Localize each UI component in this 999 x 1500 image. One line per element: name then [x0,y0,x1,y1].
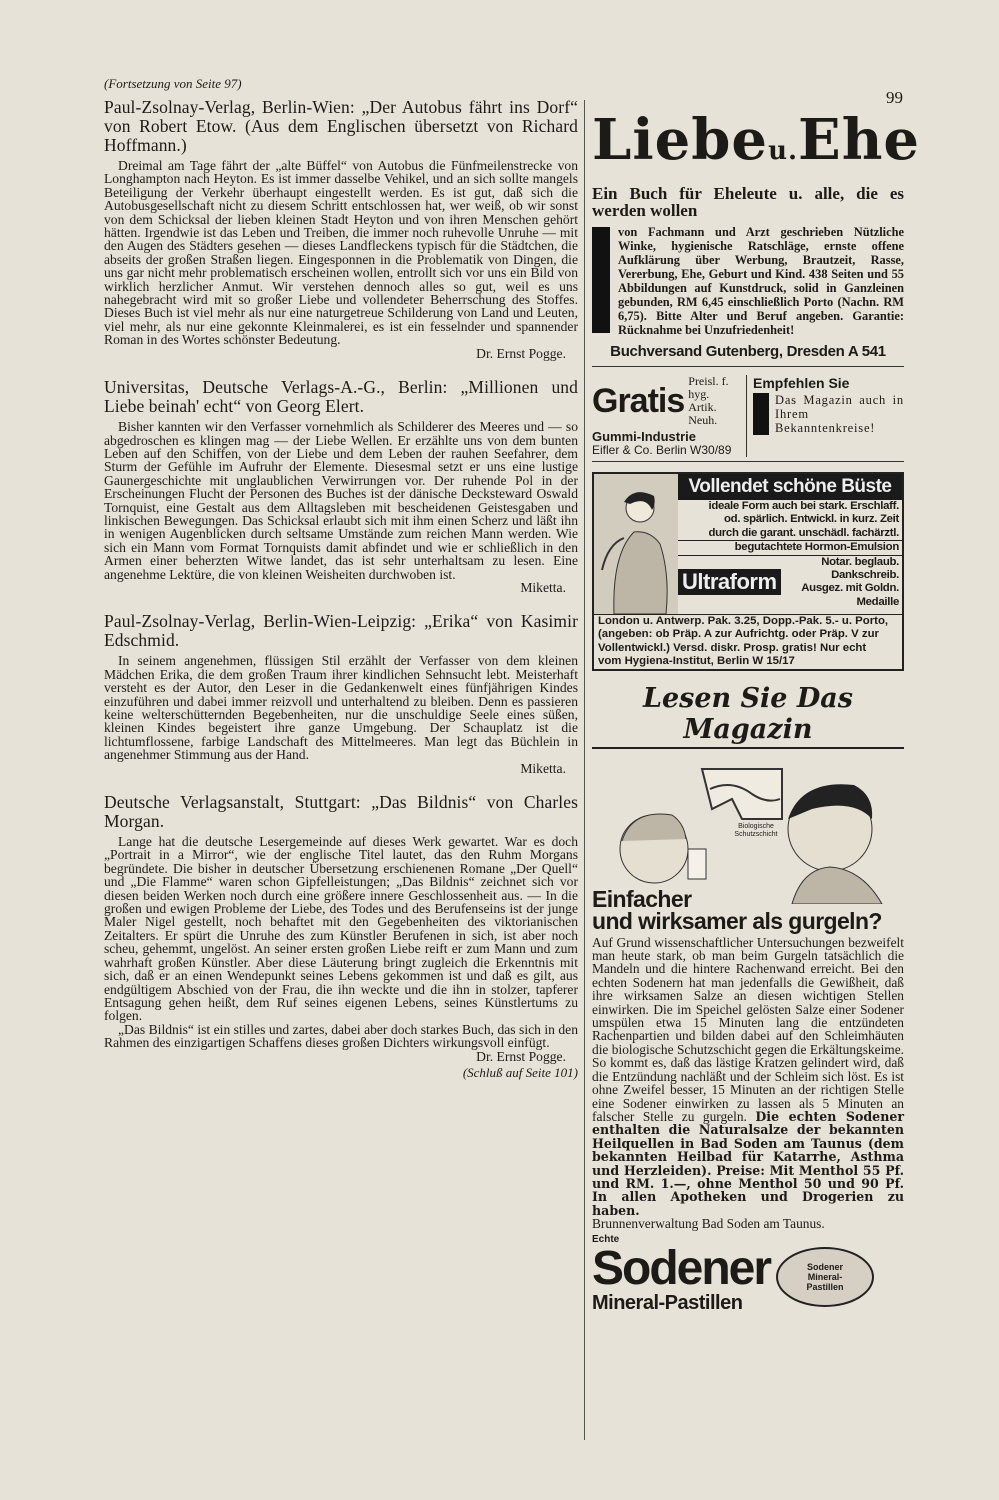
review-millionen [104,378,578,594]
diagram-label: Biologische Schutzschicht [734,822,778,838]
review-text: Lange hat die deutsche Lesergemeinde auf dieses Werk gewartet. War es doch „Portrait in a Mirror“, wie der englische Titel lautet, das den Ruhm Morgans begründete. Die bisher in deutscher Übersetzung erschienenen Romane „Der Quell“ und „Die Flamme“ waren schon Gipfelleistungen; „Das Bildnis“ zeichnet sich vor diesen beiden Werken noch durch eine größere innere Geschlossenheit aus. — In die großen und ewigen Probleme der Liebe, des Todes und des Berufenseins ist der junge Maler Nigel gestellt, noch behaftet mit den Gegebenheiten des viktorianischen Zeitalters. Er spürt die Unruhe des zum Künstler Berufenen in sich, ist aber noch scheu, gehemmt, ungelöst. An seiner ersten großen Liebe reift er zum Mann und zum wahrhaft großen Künstler. Aber diese Läuterung bringt zugleich die Erkenntnis mit sich, daß er an einen Wendepunkt seines Lebens gekommen ist und daß es gilt, aus endgültigem Abschied von der Frau, die ihn weckte und die ihn in stolzer, tapferer Entsagung gehen heißt, dem Ruf seines eigenen Lebens, seines Künstlertums zu folgen. [104,834,578,1024]
black-bar [592,227,610,333]
ad-body: Auf Grund wissenschaftlicher Untersuchungen bezweifelt man heute stark, ob man beim Gurgeln tatsächlich die Mandeln und die hintere Rachenwand erreicht. Bei den echten Sodenern hat man jedenfalls die Gewißheit, daß ihre wirksamen Salze an diesen wichtigen Stellen einwirken. Die im Speichel gelösten Salze einer Sodener umspülen etwa 15 Minuten lang die entzündeten Rachenpartien und bilden dabei auf den Schleimhäuten die biologische Schutzschicht gegen die Erkältungskeime. So kommt es, daß das lästige Kratzen gelindert wird, daß die Entzündung nachläßt und der Schleim sich löst. Es ist ohne Zweifel besser, 15 Minuten an der richtigen Stelle eine Sodener einwirken zu lassen als 5 Minuten an falscher Stelle zu gurgeln. Die echten Sodener enthalten die Naturalsalze der bekannten Heilquellen in Bad Soden am Taunus (dem bekannten Heilbad für Katarrhe, Asthma und Herzleiden). Preise: Mit Menthol 55 Pf. und RM. 1.—, ohne Menthol 50 und 90 Pf. In allen Apotheken und Drogerien zu haben. [592,934,904,1218]
ad-slogan: Einfacher und wirksamer als gurgeln? [592,885,882,934]
review-autobus [104,98,578,360]
ad-footer: London u. Antwerp. Pak. 3.25, Dopp.-Pak. 5.- u. Porto, (angeben: ob Präp. A zur Aufrichtg. oder Präp. V zur Vollentwickl.) Versd. diskr. Prosp. gratis! Nur echt vom Hygiena-Institut, Berlin W 15/17 [594,614,902,671]
review-heading: Paul-Zsolnay-Verlag, Berlin-Wien: „Der Autobus fährt ins Dorf“ von Robert Etow. (Aus dem Englischen übersetzt von Richard Hoffmann.) [104,97,578,155]
ad-body: Das Magazin auch in Ihrem Bekanntenkreise! [775,393,904,435]
ad-footer: Buchversand Gutenberg, Dresden A 541 [610,343,886,360]
ad-gratis: Gratis Preisl. f. hyg. Artik. Neuh. Gummi-Industrie Eifler & Co. Berlin W30/89 [592,375,747,457]
review-bildnis [104,793,578,1063]
men-illustration [592,749,904,904]
ad-heading: Lesen Sie Das Magazin [592,683,904,749]
company-name: Gummi-Industrie [592,429,697,444]
review-heading: Paul-Zsolnay-Verlag, Berlin-Wien-Leipzig: „Erika“ von Kasimir Edschmid. [104,611,578,651]
ad-column [592,107,921,1314]
ultraform-logo: Ultraform [678,569,781,595]
ad-title: Liebeu.Ehe [592,107,921,173]
review-signature: Dr. Ernst Pogge. [476,1048,566,1064]
ad-liebe-und-ehe [592,107,921,367]
review-text: Bisher kannten wir den Verfasser vornehmlich als Schilderer des Meeres und — so abgedroschen es klingen mag — der Liebe Wellen. Er erzählte uns von dem bunten Leben auf den Schiffen, von der Liebe und dem Leben der rauhen Seefahrer, dem Sturm der Gefühle im Aufruhr der Elemente. Diesesmal setzt er uns eine lustige Gaunergeschichte mit unglaublichen Verwirrungen vor. Der ruhende Pol in der Erscheinungen Flucht der Personen des Buches ist der dänische Decksteward Oswald Tornquist, eine Gestalt aus dem Alltagsleben mit bescheidenen Geistesgaben und linkischen Bewegungen. Das Schicksal erlaubt sich mit ihm einen Scherz und läßt ihn in wenigen Augenblicken durch seltsame Umstände zum reichen Mann werden. Wie sich ein Mann vom Format Tornquists damit abfindet und wie er schließlich in den Armen einer beherzten Witwe landet, das ist sehr unterhaltsam zu lesen. Eine angenehme Lektüre, die von kleinen Weisheiten durchwoben ist. [104,419,578,582]
column-divider [584,100,585,1440]
ad-subtitle: Ein Buch für Eheleute u. alle, die es werden wollen [592,184,904,220]
review-heading: Deutsche Verlagsanstalt, Stuttgart: „Das Bildnis“ von Charles Morgan. [104,792,578,832]
continued-from-note: (Fortsetzung von Seite 97) [104,76,242,91]
tin-label: Sodener Mineral-Pastillen [806,1261,844,1292]
ad-empfehlen [747,375,904,457]
continued-to-note: (Schluß auf Seite 101) [462,1064,578,1080]
ad-sodener [592,683,904,1313]
ad-body: von Fachmann und Arzt geschrieben Nützliche Winke, hygienische Ratschläge, ernste offene Aufklärung über Werbung, Brautzeit, Rasse, Vererbung, Ehe, Geburt und Kind. 438 Seiten und 55 Abbildungen auf Kunstdruck, solid in Ganzleinen gebunden, RM 6,45 einschließlich Porto (Nachn. RM 6,75). Bitte Alter und Beruf angeben. Garantie: Rücknahme bei Unzufriedenheit! [618,225,904,337]
gratis-word: Gratis [592,382,685,420]
ad-heading: Vollendet schöne Büste [678,474,902,500]
review-signature: Miketta. [520,579,566,595]
black-bar [753,393,769,435]
review-erika [104,612,578,775]
company-address: Eifler & Co. Berlin W30/89 [592,443,732,457]
woman-illustration [594,474,678,614]
review-heading: Universitas, Deutsche Verlags-A.-G., Berlin: „Millionen und Liebe beinah' echt“ von Georg Elert. [104,377,578,417]
review-text-continued: „Das Bildnis“ ist ein stilles und zartes, dabei aber doch starkes Buch, das sich in den Rahmen des einzigartigen Schaffens dieses großen Dichters wirkungsvoll einfügt. [104,1021,578,1051]
review-text: Dreimal am Tage fährt der „alte Büffel“ von Autobus die Fünfmeilenstrecke von Longhampton nach Heyton. Es ist immer dasselbe Vehikel, und an sich sollte mangels Beteiligung der Verkehr überhaupt eingestellt werden. Es ist gut, daß sich die Autobusgesellschaft nicht zu diesem Schritt entschlossen hat, wer weiß, ob wir sonst von dem Schicksal der lieben kleinen Stadt Heyton und von ihren Menschen gehört hätten. Irgendwie ist das Leben und Treiben, die immer noch ruhevolle Unruhe — mit den Augen des Städters gesehen — dieses Landfleckens typisch für die Städtchen, die abseits der großen Straßen liegen. Eingesponnen in die Problematik von Dingen, die uns gar nicht mehr problematisch erscheinen wollen, entrollt sich vor uns ein Bild von wirklich herzlicher Anmut. Wir verstehen dennoch alles so gut, weil es uns nahegebracht wird mit so großer Liebe und vollendeter Beherrschung des Stoffes. Dieses Buch ist viel mehr als nur eine naturgetreue Schilderung von Land und Leuten, viel mehr, als nur eine gekonnte Kleinmalerei, es ist ein fesselnder und spannender Roman in des Wortes schönster Bedeutung. [104,158,578,348]
pastille-tin-icon [776,1247,874,1307]
review-text: In seinem angenehmen, flüssigen Stil erzählt der Verfasser von dem kleinen Mädchen Erika, die dem großen Traum ihrer kindlichen Sehnsucht lebt. Meisterhaft versteht es der Autor, den Leser in die Gedankenwelt eines fünfjährigen Kindes einzuführen und dabei immer reizvoll und unterhaltend zu bleiben. Denn es passieren keine welterschütternden Begebenheiten, nur die unschuldige Seele eines süßen, kleinen Kindes begeistert ihre ganze Umgebung. Der Schauplatz ist die lichtumflossene, farbige Landschaft des Mittelmeeres. Man legt das Büchlein in angenehmer Stimmung aus der Hand. [104,653,578,763]
sodener-logo: Echte Sodener Mineral-Pastillen Sodener Mineral-Pastillen [592,1235,904,1313]
review-column [104,76,578,1081]
ad-ultraform: Vollendet schöne Büste ideale Form auch bei stark. Erschlaff. od. spärlich. Entwickl. in kurz. Zeit durch die garant. unschädl. fachärztl. begutachtete Hormon-Emulsion Ultraform Notar. beglaub. Dankschreib. Ausgez. mit Goldn. Medaille London u. Antwerp. Pak. 3.25, Dopp.-Pak. 5.- u. Porto, (angeben: ob Präp. A zur Aufrichtg. oder Präp. V zur Vollentwickl.) Versd. diskr. Prosp. gratis! Nur echt vom Hygiena-Institut, Berlin W 15/17 [592,472,904,671]
small-ads-row [592,375,904,462]
review-signature: Miketta. [520,760,566,776]
ad-heading: Empfehlen Sie [753,375,850,391]
review-signature: Dr. Ernst Pogge. [476,345,566,361]
ad-footer: Brunnenverwaltung Bad Soden am Taunus. [592,1216,825,1232]
page-number: 99 [886,88,903,107]
woman-figure-icon [594,474,678,614]
